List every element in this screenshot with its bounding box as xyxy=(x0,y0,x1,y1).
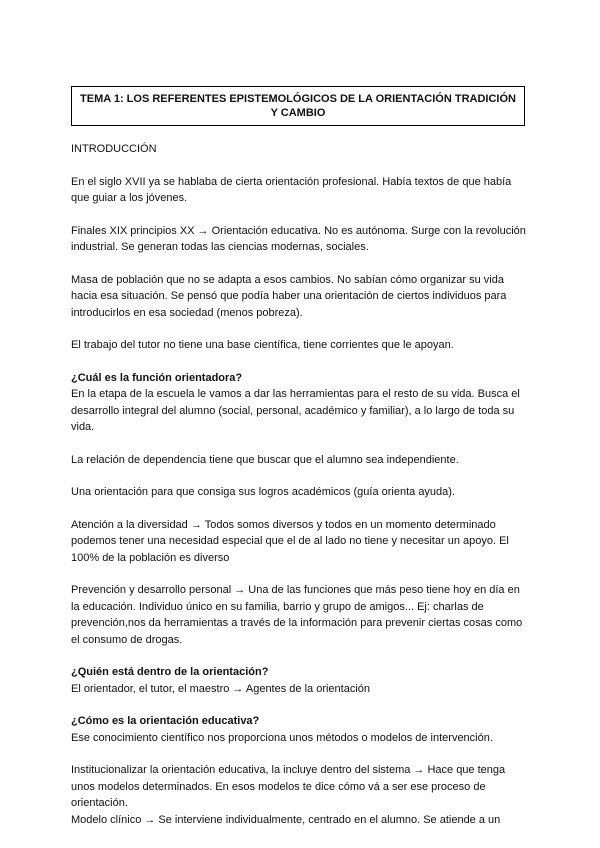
paragraph: En la etapa de la escuela le vamos a dar las herramientas para el resto de su vida. Busca el desarrollo integral del alumno (social, personal, académico y familiar), a lo largo de toda su vida. xyxy=(71,388,520,433)
paragraph: Prevención y desarrollo personal → Una de las funciones que más peso tiene hoy en día en la educación. Individuo único en su familia, barrio y grupo de amigos... Ej: charlas de prevención,nos da herramientas a través de la información para prevenir ciertas cosas como el consumo de drogas. xyxy=(71,584,523,646)
paragraph: Institucionalizar la orientación educativa, la incluye dentro del sistema → Hace que tenga unos modelos determinados. En esos modelos te dice cómo vá a ser ese proceso de orientación. xyxy=(71,764,506,809)
paragraph: Atención a la diversidad → Todos somos diversos y todos en un momento determinado podemos tener una necesidad especial que el de al lado no tiene y necesitar un apoyo. El 100% de la población es diverso xyxy=(71,518,509,564)
title-line-2: Y CAMBIO xyxy=(270,107,326,119)
paragraph: El orientador, el tutor, el maestro → Agentes de la orientación xyxy=(71,682,371,695)
section-heading: ¿Cómo es la orientación educativa? xyxy=(71,715,260,727)
paragraph: Modelo clínico → Se interviene individualmente, centrado en el alumno. Se atiende a un xyxy=(71,813,501,826)
paragraph: El trabajo del tutor no tiene una base científica, tiene corrientes que le apoyan. xyxy=(71,339,454,351)
title-box xyxy=(71,86,525,126)
paragraph: Masa de población que no se adapta a esos cambios. No sabían cómo organizar su vida hacia esa situación. Se pensó que podía haber una orientación de ciertos individuos para introducirlos en esa sociedad (menos pobreza). xyxy=(71,273,507,319)
paragraph: En el siglo XVII ya se hablaba de cierta orientación profesional. Había textos de que había que guiar a los jóvenes. xyxy=(71,175,512,204)
paragraph: Una orientación para que consiga sus logros académicos (guía orienta ayuda). xyxy=(71,486,456,498)
page-title xyxy=(80,92,516,120)
paragraph: industrial. Se generan todas las ciencias modernas, sociales. xyxy=(71,241,369,253)
paragraph: La relación de dependencia tiene que buscar que el alumno sea independiente. xyxy=(71,453,459,466)
section-heading: ¿Quién está dentro de la orientación? xyxy=(71,666,269,678)
paragraph: Ese conocimiento científico nos proporciona unos métodos o modelos de intervención. xyxy=(71,731,493,744)
paragraph: Finales XIX principios XX → Orientación educativa. No es autónoma. Surge con la revolución xyxy=(71,224,526,237)
section-heading: ¿Cuál es la función orientadora? xyxy=(71,371,243,384)
title-line-1: TEMA 1: LOS REFERENTES EPISTEMOLÓGICOS DE LA ORIENTACIÓN TRADICIÓN xyxy=(80,93,516,105)
intro-heading: INTRODUCCIÓN xyxy=(71,143,157,155)
document-body xyxy=(71,141,531,828)
